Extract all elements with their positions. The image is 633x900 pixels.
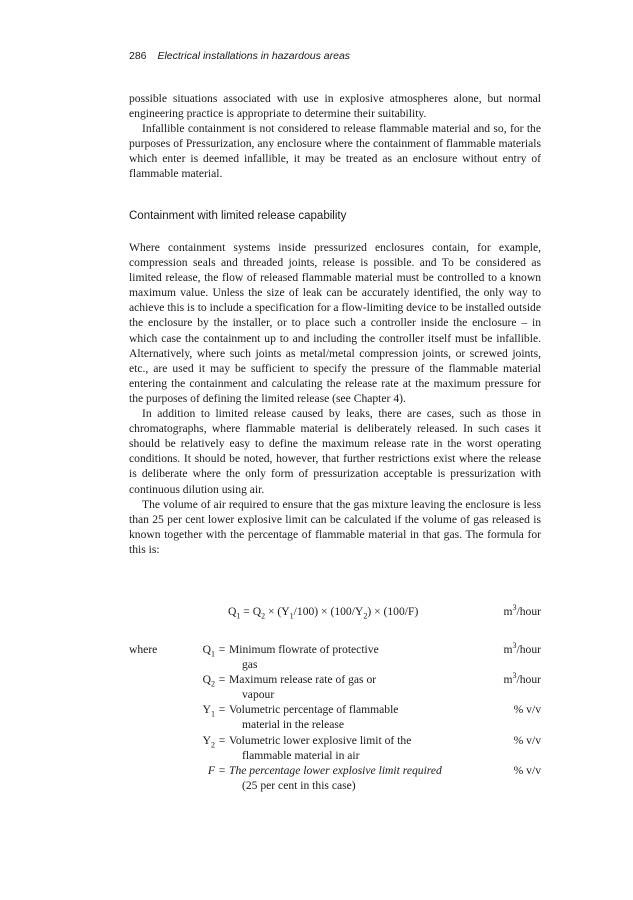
sym-sub: 2 [211, 679, 215, 689]
definitions-list [129, 642, 541, 793]
unit-base: m [503, 673, 513, 687]
section-text [129, 240, 541, 557]
desc-line: material in the release [242, 718, 345, 732]
def-symbol [172, 702, 215, 717]
intro-text [129, 91, 541, 182]
unit-tail: /hour [516, 643, 541, 656]
sym-letter: F [207, 763, 215, 777]
desc-line: Volumetric percentage of flammable [229, 703, 399, 717]
formula-sub: 1 [289, 611, 294, 621]
paragraph: In addition to limited release caused by leaks, there are cases, such as those in chromatographs, where flammable material is deliberately released. In such cases it should be relatively easy to define the maximum release rate in the worst operating conditions. It should be noted, however, that further restrictions exist where the release is deliberate where the only form of pressurization acceptable is pressurization with continuous dilution using air. [129, 407, 541, 496]
formula [228, 605, 419, 621]
sym-letter: Q [202, 643, 211, 656]
def-symbol [172, 733, 215, 748]
where-label: where [129, 643, 158, 656]
def-unit: % v/v [513, 733, 541, 747]
definition-row [129, 702, 541, 732]
sym-sub: 1 [211, 709, 215, 719]
definition-row [129, 672, 541, 702]
sym-sub: 1 [211, 649, 215, 659]
running-title: Electrical installations in hazardous areas [157, 50, 351, 62]
unit-base: m [503, 605, 513, 618]
def-description [229, 763, 454, 793]
paragraph: The volume of air required to ensure that the gas mixture leaving the enclosure is less than 25 per cent lower explosive limit can be calculated if the volume of gas released is known together with the percentage of flammable material in that gas. The formula for this is: [129, 497, 541, 556]
def-description [229, 702, 454, 732]
def-unit: % v/v [513, 703, 541, 717]
def-symbol [172, 672, 215, 687]
formula-eq: = [240, 605, 253, 618]
desc-line: The percentage lower explosive limit required [229, 763, 442, 777]
unit-tail: /hour [516, 605, 541, 618]
paragraph: Where containment systems inside pressurized enclosures contain, for example, compression seals and threaded joints, release is possible. and To be considered as limited release, the flow of released flammable material must be controlled to a known maximum value. Unless the size of leak can be accurately identified, the only way to achieve this is to include a specification for a flow-limiting device to be installed outside the enclosure by the installer, or to place such a controller inside the enclosure – in which case the containment up to and including the controller itself must be infallible. Alternatively, where such joints as metal/metal compression joints, or screwed joints, etc., are used it may be sufficient to specify the pressure of the flammable material entering the containment and calculating the release rate at the maximum pressure for the purposes of defining the limited release (see Chapter 4). [129, 241, 541, 405]
equals: = [218, 763, 226, 777]
unit-exp: 3 [512, 641, 517, 651]
paragraph: possible situations associated with use in explosive atmospheres alone, but normal engineering practice is appropriate to determine their suitability. [129, 92, 541, 121]
unit-exp: 3 [512, 671, 517, 681]
unit-tail: /hour [516, 673, 541, 687]
unit-exp: 3 [512, 603, 517, 613]
def-unit [454, 672, 541, 687]
sym-letter: Y [202, 733, 211, 747]
desc-line: vapour [242, 688, 275, 702]
formula-part: /100) × (100/Y [293, 605, 364, 618]
sym-letter: Y [202, 703, 211, 717]
desc-line: Maximum release rate of gas or [229, 673, 377, 687]
formula-part: ) × (100/F) [367, 605, 419, 618]
definition-row [129, 763, 541, 793]
formula-q2: Q [252, 605, 262, 618]
unit-base: m [503, 643, 513, 656]
formula-sub: 2 [261, 611, 266, 621]
formula-q1: Q [228, 605, 237, 618]
def-description [229, 642, 454, 672]
section-heading: Containment with limited release capability [129, 210, 347, 222]
sym-sub: 2 [211, 739, 215, 749]
def-unit: % v/v [513, 763, 541, 777]
formula-sub: 1 [236, 611, 241, 621]
equals: = [218, 733, 226, 747]
desc-line: (25 per cent in this case) [242, 778, 356, 792]
def-description [229, 733, 454, 763]
def-description [229, 672, 454, 702]
desc-line: Minimum flowrate of protective [229, 643, 379, 656]
desc-line: gas [242, 658, 258, 672]
def-symbol [172, 763, 215, 778]
def-unit [454, 642, 541, 657]
paragraph: Infallible containment is not considered to release flammable material and so, for the purposes of Pressurization, any enclosure where the containment of flammable materials which enter is deemed infallible, it may be treated as an enclosure without entry of flammable material. [129, 122, 541, 181]
page-number: 286 [129, 50, 147, 62]
equals: = [218, 703, 226, 717]
equals: = [218, 643, 226, 656]
formula-unit [503, 605, 541, 618]
formula-sub: 2 [363, 611, 368, 621]
equals: = [218, 673, 226, 687]
desc-line: Volumetric lower explosive limit of the [229, 733, 412, 747]
running-header [129, 50, 350, 62]
desc-line: flammable material in air [242, 748, 360, 762]
def-symbol [172, 642, 215, 657]
formula-part: × (Y [265, 605, 290, 618]
definition-row [129, 733, 541, 763]
sym-letter: Q [202, 673, 211, 687]
definition-row [129, 642, 541, 672]
